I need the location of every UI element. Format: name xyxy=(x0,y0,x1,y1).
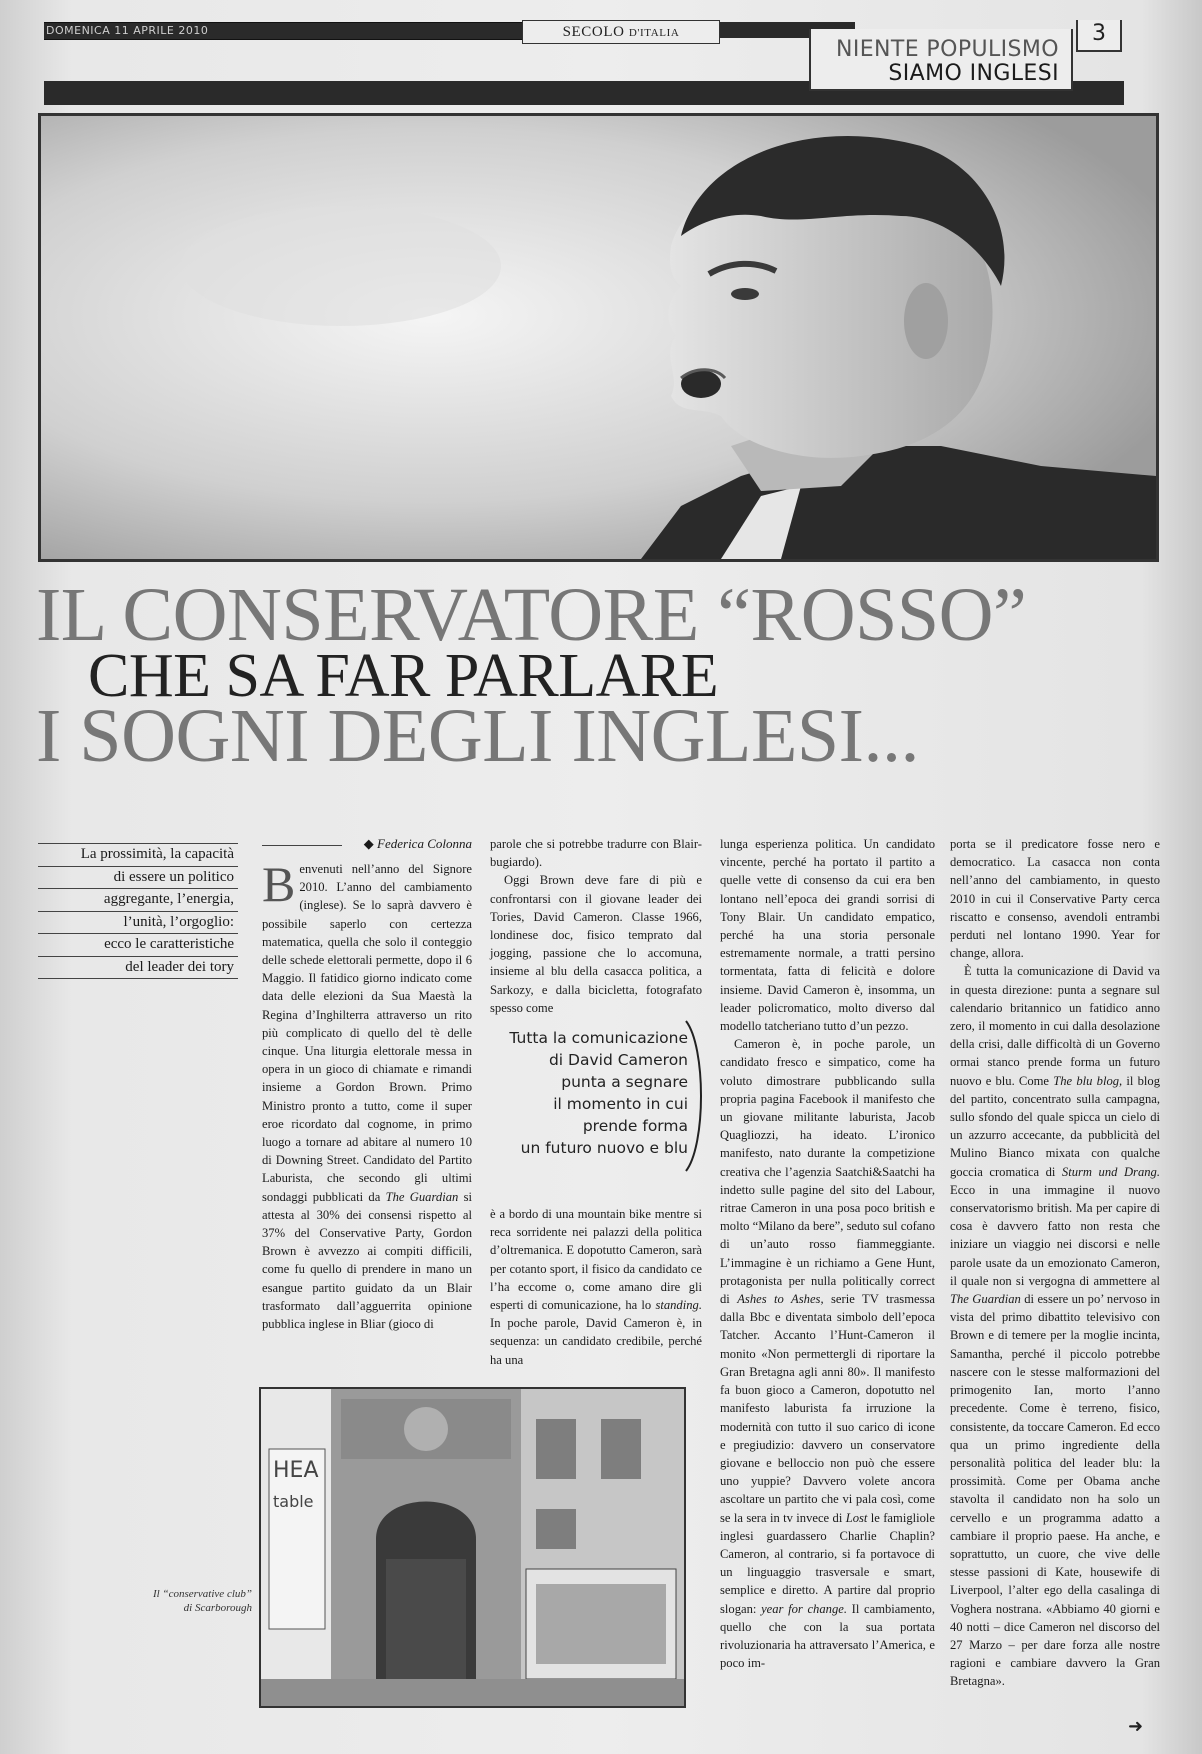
pull-quote-line: un futuro nuovo e blu xyxy=(520,1139,688,1157)
section-label-line2: SIAMO INGLESI xyxy=(888,61,1059,86)
article-text: Ecco in una immagine il nuovo conservatorismo british. Ma per capire di cosa è davvero fatto non resta che iniziare un viaggio nei discorsi e nelle parole usate da un emozionato Cameron, il quale non si vergogna di ammettere al xyxy=(950,1182,1160,1288)
summary-box xyxy=(38,843,238,979)
page-number-box xyxy=(1076,20,1122,52)
byline-diamond-icon: ◆ xyxy=(363,836,374,851)
article-paragraph xyxy=(950,962,1160,1690)
page-number: 3 xyxy=(1092,21,1106,46)
summary-line: ecco le caratteristiche xyxy=(38,934,238,957)
photo-caption xyxy=(112,1587,252,1615)
article-italic: year for change. xyxy=(761,1601,847,1616)
pull-quote-line: punta a segnare xyxy=(561,1073,688,1091)
pull-quote-line: di David Cameron xyxy=(548,1051,688,1069)
paper-name-main: SECOLO xyxy=(562,24,625,40)
article-text: Cameron è, in poche parole, un candidato fresco e simpatico, come ha voluto dimostrare pubblicando sulla propria pagina Facebook il manifesto che un giovane militante laburista, Jacob Quagliozzi, ha ideato. L’ironico manifesto, nato durante la competizione creativa che l’agenzia Saatchi&Saatchi ha indetto sulle pagine del sito del Labour, ritrae Cameron in una posa poco british e molto “Milano da bere”, seduto sul cofano di un’auto rosso fiammeggiante. L’immagine è un richiamo a Gene Hunt, protagonista per nulla politically correct di xyxy=(720,1037,935,1307)
article-text: serie TV trasmessa dalla Bbc e diventata simbolo dell’epoca Tatcher. Accanto l’Hunt-Cameron il monito «Non permettergli di riportare la Gran Bretagna agli anni 80». Il manifesto fa buon gioco a Cameron, dopotutto nel manifesto laburista fa irruzione la modernità con tutto il suo carico di icone e pregiudizio: davvero un conservatore giovane e belloccio non può che essere uno yuppie? Davvero volete ancora ascoltare un partito che vi pala così, come se la sera in tv invece di xyxy=(720,1292,935,1525)
article-paragraph xyxy=(720,1035,935,1672)
article-column-2-bottom xyxy=(490,1205,702,1365)
article-italic: Ashes to Ashes, xyxy=(737,1292,824,1307)
article-column-1 xyxy=(262,856,472,1370)
article-paragraph: parole che si potrebbe tradurre con Blair-bugiardo). xyxy=(490,837,702,870)
pull-quote-line: Tutta la comunicazione xyxy=(509,1029,688,1047)
headline-line2: CHE SA FAR PARLARE xyxy=(88,642,719,710)
summary-line: di essere un politico xyxy=(38,867,238,890)
article-paragraph xyxy=(490,1205,702,1369)
issue-date: DOMENICA 11 APRILE 2010 xyxy=(46,24,209,37)
shop-sign-text: HEA xyxy=(273,1458,319,1483)
drop-cap: B xyxy=(262,856,296,912)
summary-line: del leader dei tory xyxy=(38,957,238,980)
article-text: le famigliole inglesi guardassero Charlie Chaplin? Cameron, al contrario, si fa portavoce di un linguaggio trasversale e smart, semplice e diretto. A partire dal proprio slogan: xyxy=(720,1510,935,1616)
article-text: il blog del partito, concentrato sulla campagna, sullo sfondo del quale spicca un cielo di un azzurro accecante, da pubblicità del Mulino Bianco mixata con qualche goccia cromatica di xyxy=(950,1073,1161,1179)
pull-quote xyxy=(488,1027,688,1159)
conservative-club-photo xyxy=(259,1387,686,1708)
byline xyxy=(262,836,472,852)
article-paragraph xyxy=(262,856,472,1333)
article-text: è a bordo di una mountain bike mentre si reca sorridente nei palazzi della politica d’oltremanica. E dopotutto Cameron, sarà per cotanto sport, il fisico da candidato ce l’ha eccome o, come amano dire gli esperti di comunicazione, ha lo xyxy=(490,1207,702,1313)
headline-line1: IL CONSERVATORE “ROSSO” xyxy=(36,573,1027,657)
article-text: si attesta al 30% dei consensi rispetto al 37% del Conservative Party, Gordon Brown è avvezzo ai compiti difficili, come fu quello di prendere in mano un esangue partito guidato da un Blair trasformato dall’agguerrita opinione pubblica inglese in Bliar (gioco di xyxy=(262,1189,472,1332)
article-paragraph: Oggi Brown deve fare di più e confrontarsi con il giovane leader dei Tories, David Cameron. Classe 1966, londinese doc, fisico temprato dal jogging, passione che lo accomuna, insieme al blu della casacca politica, a Sarkozy, e dalla bicicletta, fotografato spesso come xyxy=(490,873,702,1015)
summary-line: aggregante, l’energia, xyxy=(38,889,238,912)
article-text: envenuti nell’anno del Signore 2010. L’anno del cambiamento (inglese). Se lo saprà davvero è possibile saperlo con certezza matematica, quella che solo il conteggio delle schede elettorali permette, dopo il 6 Maggio. Il fatidico giorno indicato come data delle elezioni da Sua Maestà la Regina d’Inghilterra attraverso un rito più complicato di quello del tè delle cinque. Una liturgia elettorale messa in opera in un gioco di chiamate e rimandi insieme a Gordon Brown. Primo Ministro pronto a tutto, come il super eroe ricordato dal cognome, in primo luogo a tornare ad abitare al numero 10 di Downing Street. Candidato del Partito Laburista, che secondo gli ultimi sondaggi pubblicati da xyxy=(262,862,472,1204)
article-column-3 xyxy=(720,835,935,1715)
article-column-2-top xyxy=(490,835,702,1015)
conservative-club-drawing xyxy=(261,1389,684,1706)
summary-line: La prossimità, la capacità xyxy=(38,843,238,867)
article-italic: standing. xyxy=(655,1298,702,1313)
pull-quote-line: il momento in cui xyxy=(553,1095,688,1113)
article-paragraph: porta se il predicatore fosse nero e democratico. La casacca non conta nell’anno del cambiamento, in questo 2010 in cui il Conservative Party cerca riscatto e consenso, avendoli entrambi perduti nel lontano 1990. Year for change, allora. xyxy=(950,837,1160,961)
article-text: È tutta la comunicazione di David va in questa direzione: punta a segnare sul calendario britannico un fatidico anno zero, il momento in cui dalla desolazione della crisi, dalle difficoltà di un Governo ormai stanco prende forma un futuro nuovo e blu. Come xyxy=(950,964,1160,1088)
article-italic: The blu blog, xyxy=(1053,1073,1123,1088)
article-italic: Lost xyxy=(845,1510,868,1525)
main-photo-drawing xyxy=(41,116,1156,559)
article-text: In poche parole, David Cameron è, in sequenza: un candidato credibile, perché ha una xyxy=(490,1316,702,1367)
photo-caption-line: Il “conservative club” xyxy=(153,1588,252,1600)
paper-name xyxy=(522,20,720,44)
section-label xyxy=(809,29,1073,91)
shop-sign-text: table xyxy=(273,1492,314,1511)
article-paragraph: lunga esperienza politica. Un candidato vincente, perché ha portato il partito a quelle vette di consenso da cui era ben lontano nell’epoca dei grandi sorrisi di Tony Blair. Un candidato empatico, perché ha una storia personale estremamente normale, a tratti persino tormentata, fatta di felicità e dolore insieme. David Cameron è, insomma, un leader policromatico, molto diverso dal modello tatcheriano tutto d’un pezzo. xyxy=(720,837,935,1034)
article-italic: The Guardian xyxy=(950,1292,1021,1307)
pull-quote-line: prende forma xyxy=(582,1117,688,1135)
pull-quote-bracket xyxy=(682,1017,712,1175)
section-label-line1: NIENTE POPULISMO xyxy=(836,37,1059,62)
article-column-4 xyxy=(950,835,1160,1715)
continue-arrow-icon: ➜ xyxy=(1128,1716,1144,1737)
article-italic: Sturm und Drang. xyxy=(1061,1164,1161,1179)
headline-line3: I SOGNI DEGLI INGLESI... xyxy=(36,694,919,778)
article-text: di essere un po’ nervoso in vista del primo dibattito televisivo con Brown e di temere per la moglie incinta, Samantha, perché il piccolo potrebbe nascere con le stesse malformazioni del primogenito Ian, morto l’anno precedente. Come è terreno, fisico, consistente, da toccare Cameron. Ed ecco qua un primo ingrediente della personalità politica del leader blu: la prossimità. Come per Obama anche stavolta il candidato non ha solo un cervello e un programma adatto a cambiare il proprio paese. Ha anche, e soprattutto, un cuore, che vive delle stesse passioni di Kate, housewife di Liverpool, l’alter ego della casalinga di Voghera nostrana. «Abbiamo 40 giorni e 40 notti – dice Cameron nel discorso del 27 Marzo – per dare forza alle nostre ragioni e cambiare davvero la Gran Bretagna». xyxy=(950,1292,1160,1689)
photo-caption-line: di Scarborough xyxy=(183,1602,252,1614)
author-name: Federica Colonna xyxy=(377,836,472,851)
date-strip xyxy=(44,22,522,40)
article-text: Il cambiamento, quello che con la sua portata rivoluzionaria ha attraversato l’America, e poco im- xyxy=(720,1601,935,1671)
masthead xyxy=(44,20,1124,84)
summary-line: l’unità, l’orgoglio: xyxy=(38,912,238,935)
paper-name-small: D'ITALIA xyxy=(628,27,680,39)
main-photo xyxy=(38,113,1159,562)
article-italic: The Guardian xyxy=(385,1189,459,1204)
